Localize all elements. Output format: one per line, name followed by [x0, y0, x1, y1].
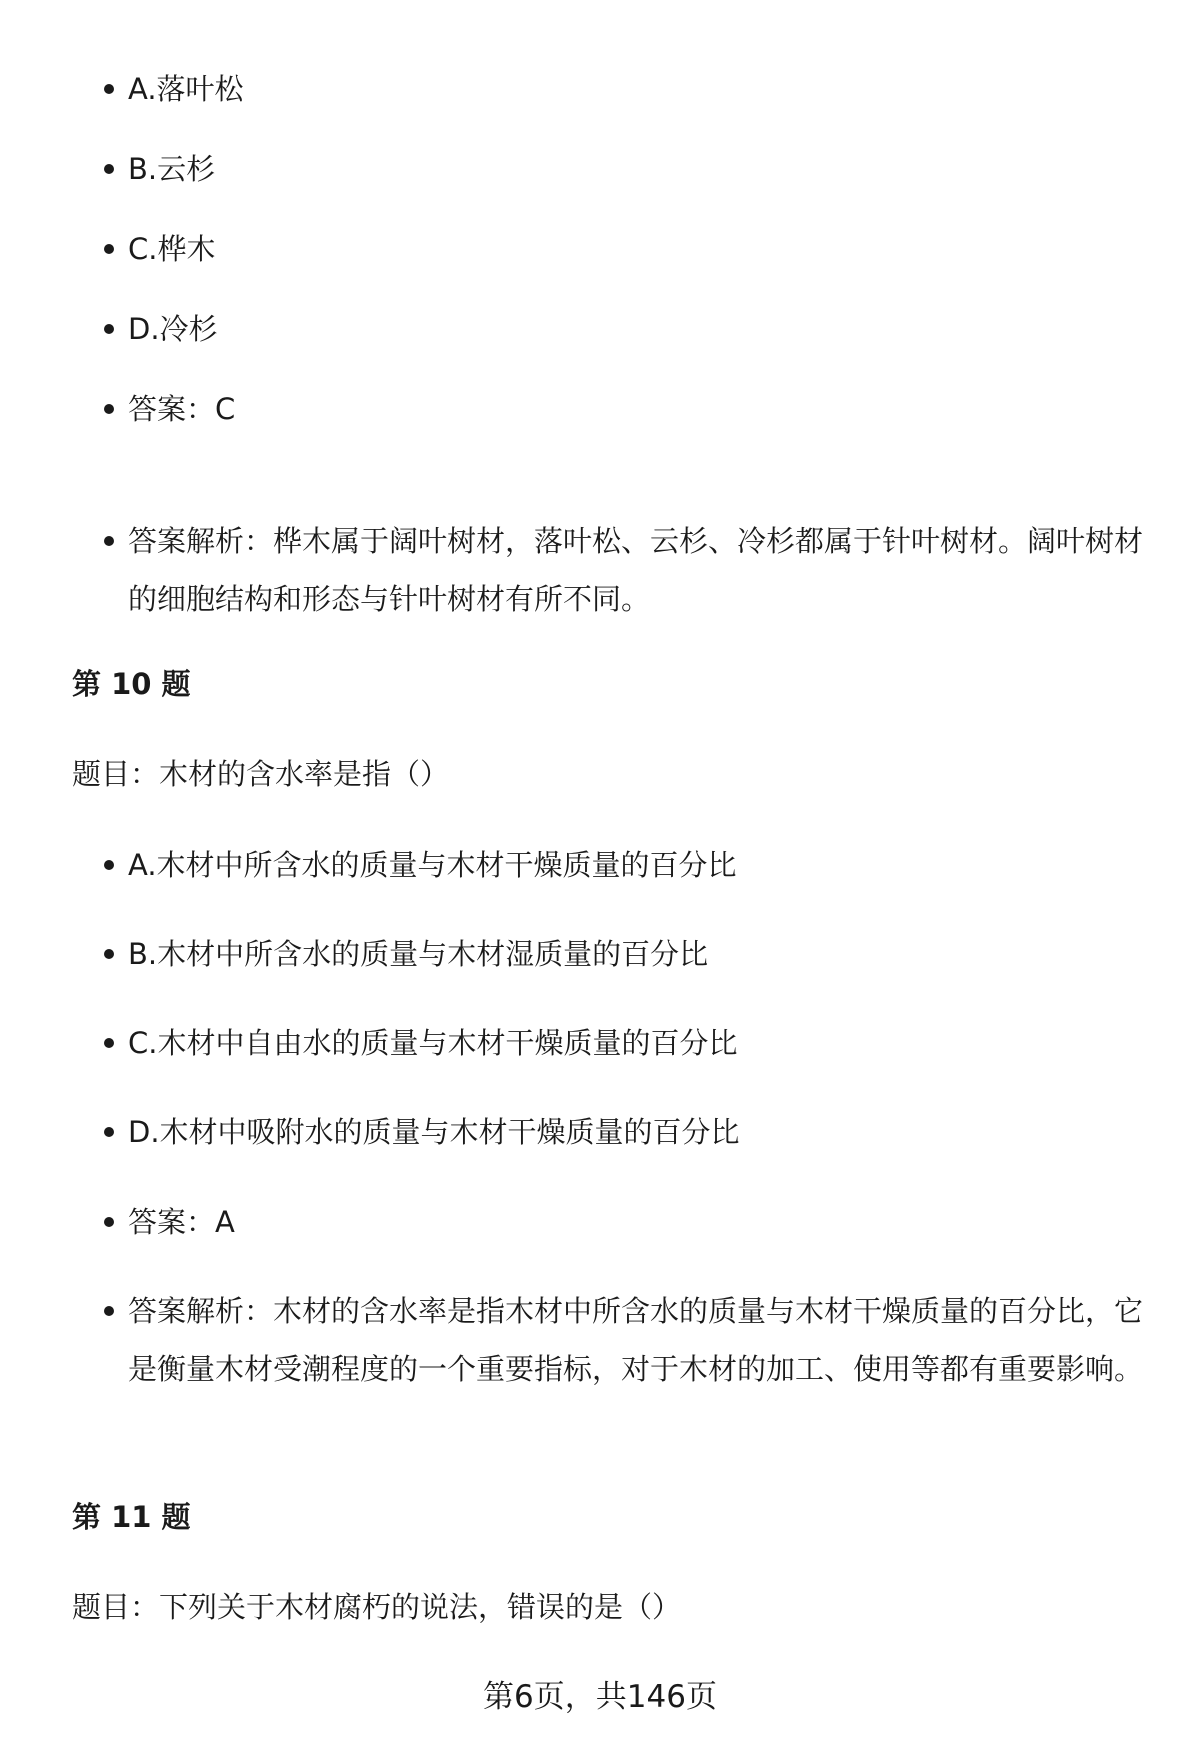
q9-option-c: C.桦木 [128, 220, 1148, 278]
q11-heading: 第 11 题 [72, 1500, 191, 1534]
q10-stem: 题目：木材的含水率是指（） [72, 757, 450, 791]
q9-answer: 答案：C [128, 380, 1148, 438]
q10-answer: 答案：A [128, 1193, 1148, 1251]
page-footer: 第6页，共146页 [483, 1679, 717, 1715]
q9-option-b: B.云杉 [128, 140, 1148, 198]
q10-analysis: 答案解析：木材的含水率是指木材中所含水的质量与木材干燥质量的百分比，它是衡量木材受潮程度的一个重要指标，对于木材的加工、使用等都有重要影响。 [128, 1282, 1148, 1398]
q10-heading: 第 10 题 [72, 667, 191, 701]
q10-option-b: B.木材中所含水的质量与木材湿质量的百分比 [128, 925, 1148, 983]
q11-stem: 题目：下列关于木材腐朽的说法，错误的是（） [72, 1590, 682, 1624]
q10-option-a: A.木材中所含水的质量与木材干燥质量的百分比 [128, 836, 1148, 894]
q9-analysis: 答案解析：桦木属于阔叶树材，落叶松、云杉、冷杉都属于针叶树材。阔叶树材的细胞结构和形态与针叶树材有所不同。 [128, 512, 1148, 628]
q10-option-c: C.木材中自由水的质量与木材干燥质量的百分比 [128, 1014, 1148, 1072]
q10-option-d: D.木材中吸附水的质量与木材干燥质量的百分比 [128, 1103, 1148, 1161]
q9-option-d: D.冷杉 [128, 300, 1148, 358]
q9-option-a: A.落叶松 [128, 60, 1148, 118]
